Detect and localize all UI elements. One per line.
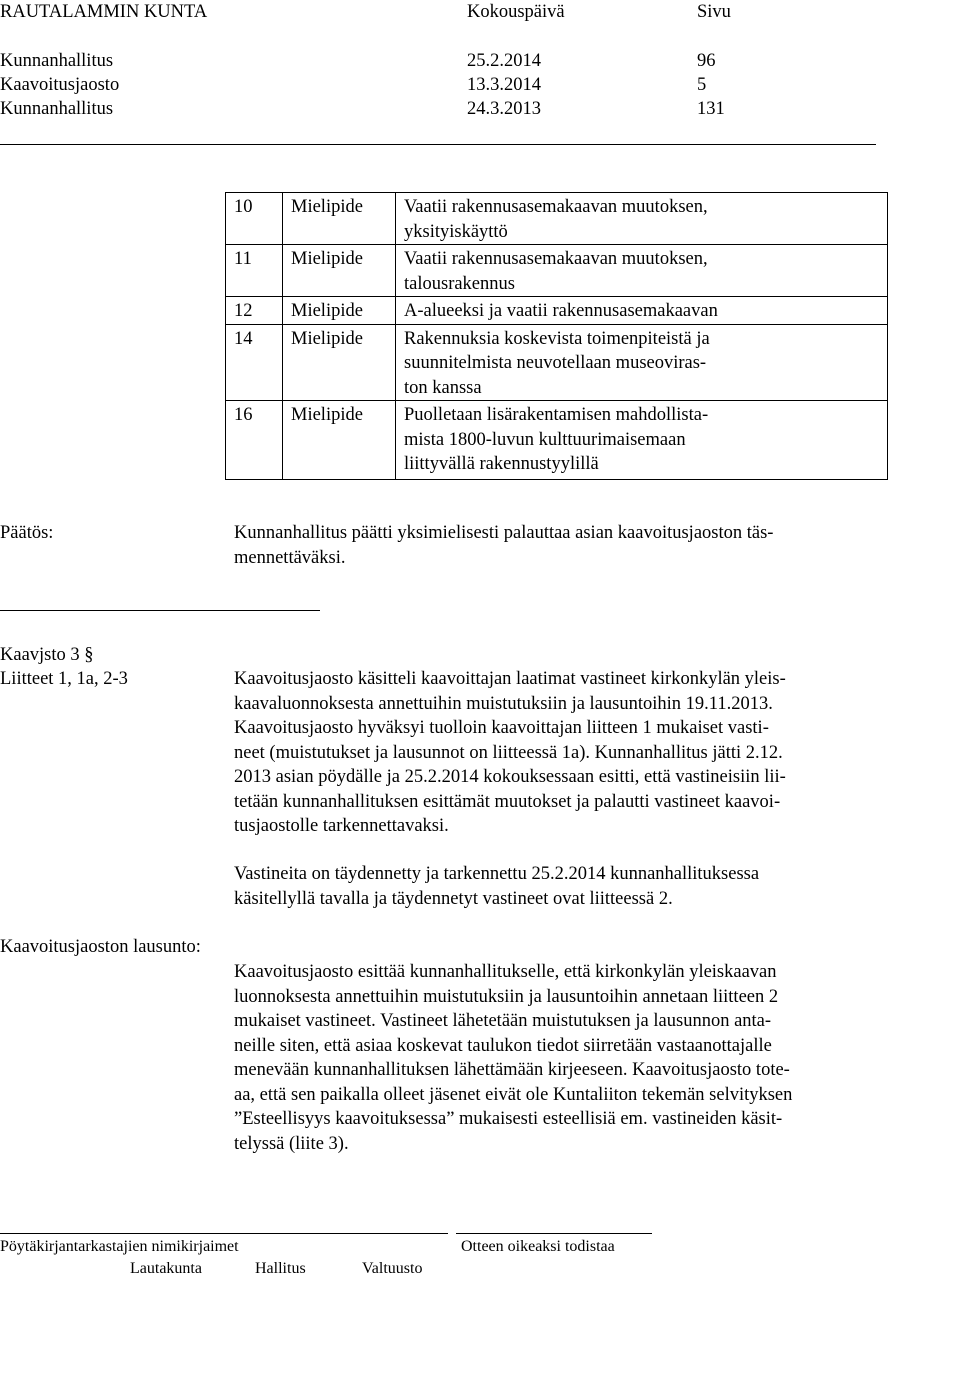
footer-body-lautakunta: Lautakunta bbox=[130, 1260, 202, 1277]
header-row-date: 24.3.2013 bbox=[467, 99, 541, 119]
header-row-page: 131 bbox=[697, 99, 725, 119]
attachments-label: Liitteet 1, 1a, 2-3 bbox=[0, 669, 128, 689]
table-row bbox=[226, 193, 888, 245]
paragraph-line: Vastineita on täydennetty ja tarkennettu 25.2.2014 kunnanhallituksessa bbox=[234, 864, 760, 884]
statement-line: menevään kunnanhallituksen lähettämään kirjeeseen. Kaavoitusjaosto tote- bbox=[234, 1060, 790, 1080]
paragraph-line: käsitellyllä tavalla ja täydennetyt vastineet ovat liitteessä 2. bbox=[234, 888, 673, 909]
statement-line: ”Esteellisyys kaavoituksessa” mukaisesti esteellisiä em. vastineiden käsit- bbox=[234, 1109, 783, 1129]
section-divider bbox=[0, 610, 320, 611]
statement-line: mukaiset vastineet. Vastineet lähetetään muistutuksen ja lausunnon anta- bbox=[234, 1011, 772, 1031]
footer-divider-left bbox=[0, 1233, 448, 1234]
row-text bbox=[396, 245, 888, 297]
table-row bbox=[226, 297, 888, 325]
row-text bbox=[396, 297, 888, 325]
paragraph-line: tetään kunnanhallituksen esittämät muutokset ja palautti vastineet kaavoi- bbox=[234, 791, 781, 812]
paragraph-line: 2013 asian pöydälle ja 25.2.2014 kokouksessaan esitti, että vastineisiin lii- bbox=[234, 767, 786, 787]
row-type: Mielipide bbox=[283, 193, 396, 245]
footer-divider-right bbox=[456, 1233, 652, 1234]
header-row-date: 25.2.2014 bbox=[467, 51, 541, 71]
signers-label: Pöytäkirjantarkastajien nimikirjaimet bbox=[0, 1238, 239, 1255]
row-number: 16 bbox=[226, 401, 283, 480]
statement-label: Kaavoitusjaoston lausunto: bbox=[0, 937, 201, 957]
statement-line: Kaavoitusjaosto esittää kunnanhallitukselle, että kirkonkylän yleiskaavan bbox=[234, 962, 777, 982]
row-text-line: Rakennuksia koskevista toimenpiteistä ja bbox=[404, 328, 710, 349]
section-paragraph-1 bbox=[234, 667, 786, 839]
row-text bbox=[396, 324, 888, 401]
footer-body-valtuusto: Valtuusto bbox=[362, 1260, 423, 1277]
paragraph-line: tusjaostolle tarkennettavaksi. bbox=[234, 816, 449, 836]
row-number: 12 bbox=[226, 297, 283, 325]
decision-label: Päätös: bbox=[0, 523, 54, 543]
page-label: Sivu bbox=[697, 2, 731, 22]
table-row bbox=[226, 401, 888, 480]
certified-label: Otteen oikeaksi todistaa bbox=[461, 1238, 615, 1255]
statement-text bbox=[234, 960, 792, 1156]
header-row-page: 5 bbox=[697, 75, 707, 95]
row-number: 10 bbox=[226, 193, 283, 245]
header-row-body: Kunnanhallitus bbox=[0, 51, 114, 71]
municipality-name: RAUTALAMMIN KUNTA bbox=[0, 2, 208, 22]
statement-line: luonnoksesta annettuihin muistutuksiin ja lausuntoihin annetaan liitteen 2 bbox=[234, 986, 779, 1007]
statement-line: telyssä (liite 3). bbox=[234, 1133, 349, 1154]
row-number: 11 bbox=[226, 245, 283, 297]
row-text bbox=[396, 401, 888, 480]
footer-body-hallitus: Hallitus bbox=[255, 1260, 306, 1277]
table-row bbox=[226, 245, 888, 297]
row-text-line: suunnitelmista neuvotellaan museoviras- bbox=[404, 353, 707, 373]
header-row-body: Kaavoitusjaosto bbox=[0, 75, 120, 95]
row-type: Mielipide bbox=[283, 324, 396, 401]
row-type: Mielipide bbox=[283, 245, 396, 297]
row-text-line: talousrakennus bbox=[404, 273, 515, 294]
row-text-line: Puolletaan lisärakentamisen mahdollista- bbox=[404, 405, 709, 425]
decision-text bbox=[234, 521, 773, 570]
opinions-table bbox=[225, 192, 888, 480]
row-type: Mielipide bbox=[283, 297, 396, 325]
header-row-page: 96 bbox=[697, 51, 716, 71]
row-type: Mielipide bbox=[283, 401, 396, 480]
meeting-date-label: Kokouspäivä bbox=[467, 2, 565, 22]
decision-line: mennettäväksi. bbox=[234, 547, 346, 568]
header-row-body: Kunnanhallitus bbox=[0, 99, 114, 119]
row-text bbox=[396, 193, 888, 245]
row-text-line: Vaatii rakennusasemakaavan muutoksen, bbox=[404, 197, 708, 217]
row-text-line: ton kanssa bbox=[404, 377, 482, 398]
statement-line: neille siten, että asiaa koskevat taulukon tiedot siirretään vastaanottajalle bbox=[234, 1035, 772, 1056]
decision-line: Kunnanhallitus päätti yksimielisesti palauttaa asian kaavoitusjaoston täs- bbox=[234, 523, 774, 543]
table-row bbox=[226, 324, 888, 401]
row-number: 14 bbox=[226, 324, 283, 401]
row-text-line: Vaatii rakennusasemakaavan muutoksen, bbox=[404, 249, 708, 269]
paragraph-line: neet (muistutukset ja lausunnot on liitteessä 1a). Kunnanhallitus jätti 2.12. bbox=[234, 742, 783, 763]
section-paragraph-2 bbox=[234, 862, 759, 911]
row-text-line: yksityiskäyttö bbox=[404, 221, 508, 242]
paragraph-line: kaavaluonnoksesta annettuihin muistutuksiin ja lausuntoihin 19.11.2013. bbox=[234, 693, 773, 714]
row-text-line: mista 1800-luvun kulttuurimaisemaan bbox=[404, 429, 686, 450]
row-text-line: A-alueeksi ja vaatii rakennusasemakaavan bbox=[404, 301, 718, 321]
row-text-line: liittyvällä rakennustyylillä bbox=[404, 454, 599, 474]
statement-line: aa, että sen paikalla olleet jäsenet eivät ole Kuntaliiton tekemän selvityksen bbox=[234, 1084, 793, 1105]
section-reference: Kaavjsto 3 § bbox=[0, 645, 94, 665]
header-row-date: 13.3.2014 bbox=[467, 75, 541, 95]
paragraph-line: Kaavoitusjaosto käsitteli kaavoittajan laatimat vastineet kirkonkylän yleis- bbox=[234, 669, 786, 689]
paragraph-line: Kaavoitusjaosto hyväksyi tuolloin kaavoittajan liitteen 1 mukaiset vasti- bbox=[234, 718, 769, 738]
header-divider bbox=[0, 144, 876, 145]
